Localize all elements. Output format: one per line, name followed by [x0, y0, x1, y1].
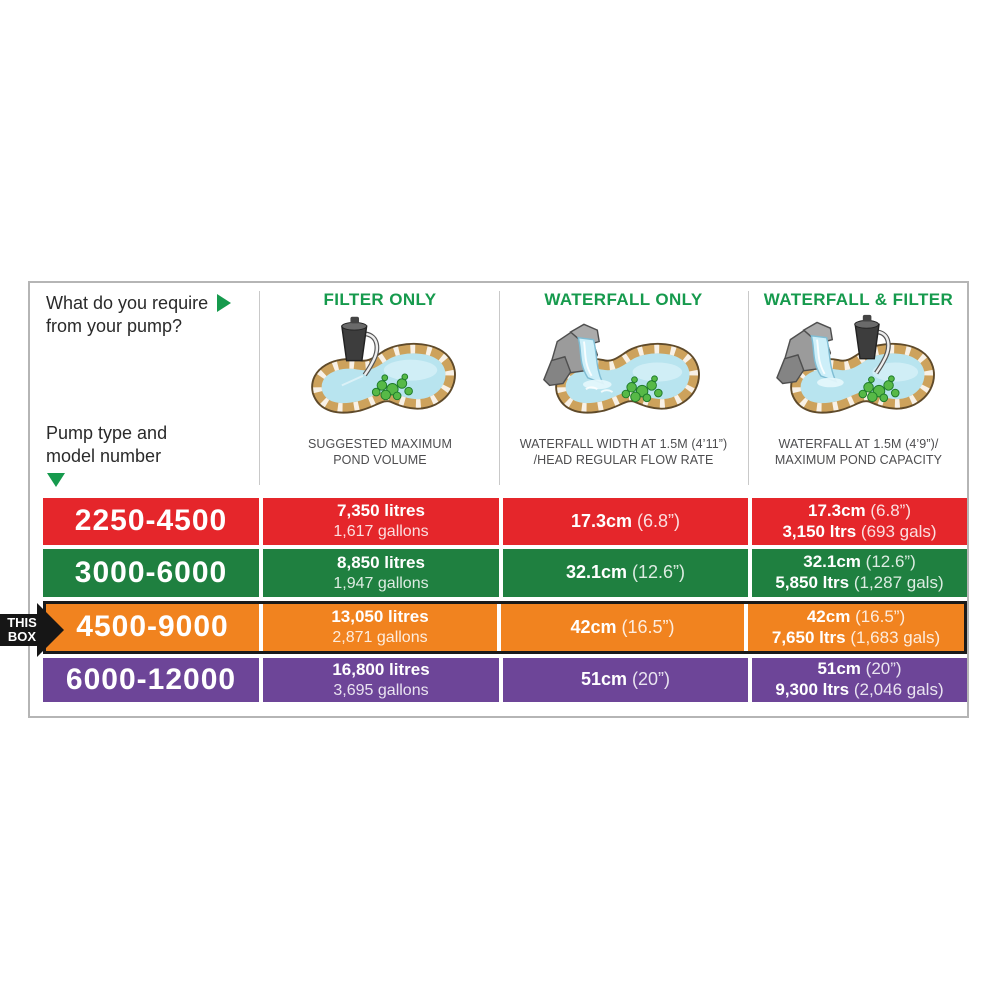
pump-type-label [46, 422, 167, 467]
column-divider [259, 291, 260, 485]
litres-value: 7,350 litres [337, 501, 425, 521]
waterfall-width-value: 42cm (16.5”) [570, 616, 675, 637]
waterfall-filter-cell [748, 604, 964, 651]
question-line1: What do you require [46, 293, 209, 313]
waterfall-only-cell [501, 604, 744, 651]
column-caption: WATERFALL WIDTH AT 1.5M (4’11”) /HEAD REGULAR FLOW RATE [519, 437, 728, 468]
gallons-value: 3,695 gallons [333, 681, 429, 699]
model-number: 6000-12000 [43, 658, 259, 702]
pump-type-line2: model number [46, 445, 162, 466]
column-header-waterfall-and-filter [750, 290, 967, 469]
litres-value: 13,050 litres [331, 607, 429, 627]
waterfall-width-value: 32.1cm (12.6”) [803, 552, 916, 572]
green-down-arrow-icon [47, 473, 65, 487]
column-header-waterfall-only [501, 290, 746, 469]
column-title: FILTER ONLY [323, 290, 437, 309]
waterfall-width-value: 32.1cm (12.6”) [565, 562, 686, 583]
column-divider [748, 291, 749, 485]
pond-capacity-value: 3,150 ltrs (693 gals) [782, 521, 937, 541]
model-number: 4500-9000 [46, 604, 259, 651]
column-caption: WATERFALL AT 1.5M (4’9”)/ MAXIMUM POND CAPACITY [774, 437, 943, 468]
column-header-filter-only [261, 290, 499, 469]
table-row-2250-4500 [43, 498, 967, 545]
filter-only-cell [263, 549, 499, 597]
pond-capacity-value: 5,850 ltrs (1,287 gals) [775, 573, 944, 592]
waterfall-width-value: 17.3cm (6.8”) [570, 510, 681, 531]
waterfall-width-value: 17.3cm (6.8”) [807, 500, 912, 520]
column-caption: SUGGESTED MAXIMUM POND VOLUME [307, 437, 453, 468]
waterfall-only-cell [503, 549, 748, 597]
waterfall-only-pond-illustration [534, 311, 714, 435]
question-label [46, 292, 231, 337]
litres-value: 16,800 litres [332, 659, 430, 679]
filter-only-cell [263, 498, 499, 545]
comparison-table-panel [28, 281, 969, 718]
litres-value: 8,850 litres [337, 552, 425, 572]
pond-capacity-value: 9,300 ltrs (2,046 gals) [775, 680, 944, 699]
table-row-4500-9000-highlighted [43, 601, 967, 654]
waterfall-only-cell [503, 498, 748, 545]
filter-only-cell [263, 604, 497, 651]
model-number: 3000-6000 [43, 549, 259, 597]
green-right-arrow-icon [217, 294, 231, 312]
this-box-label: THIS BOX [7, 615, 37, 644]
waterfall-filter-cell [752, 549, 967, 597]
waterfall-width-value: 51cm (20”) [580, 669, 671, 690]
question-line2: from your pump? [46, 315, 183, 336]
waterfall-only-cell [503, 658, 748, 702]
column-title: WATERFALL ONLY [544, 290, 703, 309]
column-divider [499, 291, 500, 485]
pond-capacity-value: 7,650 ltrs (1,683 gals) [771, 627, 941, 647]
filter-only-cell [263, 658, 499, 702]
table-row-6000-12000 [43, 658, 967, 702]
waterfall-and-filter-pond-illustration [769, 311, 949, 435]
waterfall-filter-cell [752, 498, 967, 545]
gallons-value: 2,871 gallons [332, 629, 428, 647]
column-title: WATERFALL & FILTER [763, 290, 954, 309]
model-number: 2250-4500 [43, 498, 259, 545]
waterfall-width-value: 42cm (16.5”) [806, 606, 906, 626]
water-highlight [384, 360, 437, 381]
waterfall-width-value: 51cm (20”) [817, 659, 902, 679]
this-box-callout [0, 602, 66, 660]
gallons-value: 1,947 gallons [333, 574, 429, 592]
gallons-value: 1,617 gallons [333, 523, 429, 541]
table-row-3000-6000 [43, 549, 967, 597]
pump-type-line1: Pump type and [46, 423, 168, 443]
filter-only-pond-illustration [290, 311, 470, 435]
waterfall-filter-cell [752, 658, 967, 702]
